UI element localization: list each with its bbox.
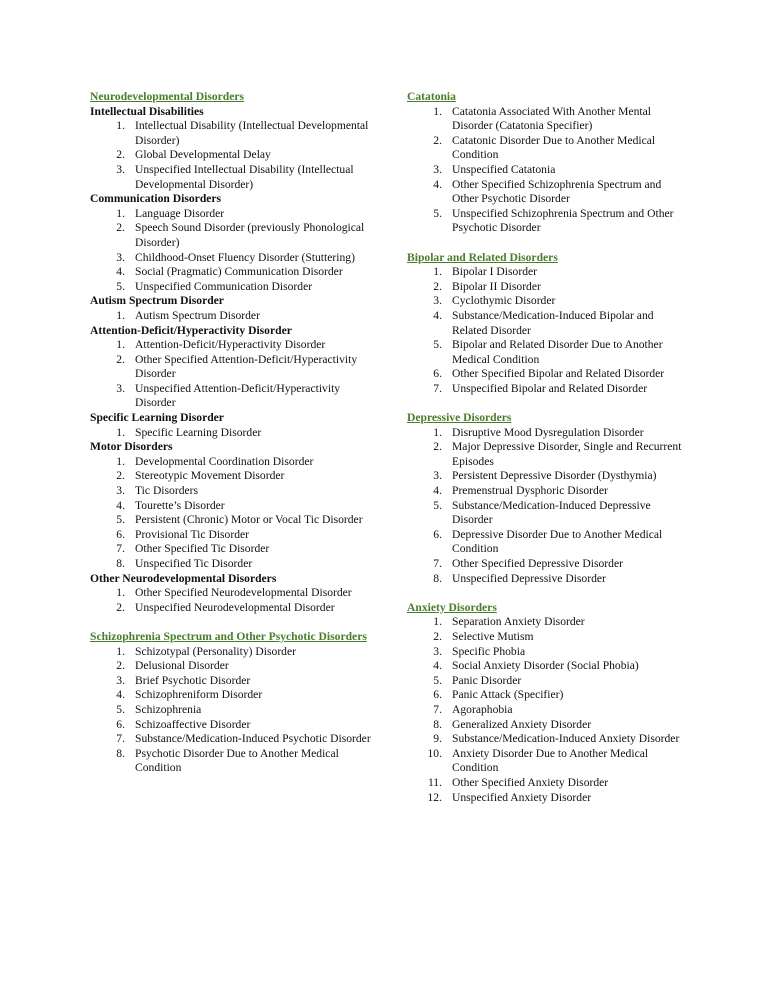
list-item bbox=[407, 338, 689, 367]
list-item-number: 3. bbox=[116, 673, 125, 687]
list-item-text: Unspecified Anxiety Disorder bbox=[452, 790, 592, 804]
list-item-number: 5. bbox=[433, 206, 442, 220]
list-item-text: Substance/Medication-Induced Bipolar and Related Disorder bbox=[452, 308, 654, 337]
list-item-text: Stereotypic Movement Disorder bbox=[135, 469, 285, 483]
list-item-text: Persistent (Chronic) Motor or Vocal Tic Disorder bbox=[135, 513, 363, 527]
list-item bbox=[407, 469, 689, 484]
list-item-text: Social (Pragmatic) Communication Disorder bbox=[135, 265, 343, 279]
list-item-text: Bipolar I Disorder bbox=[452, 265, 538, 279]
list-item-text: Disruptive Mood Dysregulation Disorder bbox=[452, 425, 644, 439]
list-item-text: Intellectual Disability (Intellectual Developmental Disorder) bbox=[135, 119, 369, 147]
list-item bbox=[90, 747, 380, 776]
list-item bbox=[90, 645, 380, 660]
list-item bbox=[407, 674, 689, 689]
list-item-text: Bipolar II Disorder bbox=[452, 279, 541, 293]
list-item bbox=[407, 659, 689, 674]
list-item-number: 4. bbox=[116, 498, 125, 512]
anxiety-list bbox=[407, 615, 689, 805]
list-item-number: 5. bbox=[433, 498, 442, 512]
list-item-number: 3. bbox=[116, 162, 125, 176]
list-item-number: 3. bbox=[433, 469, 442, 483]
list-item-text: Specific Phobia bbox=[452, 644, 526, 658]
list-item-text: Generalized Anxiety Disorder bbox=[452, 717, 592, 731]
list-item bbox=[90, 309, 380, 324]
list-item-number: 4. bbox=[433, 177, 442, 191]
list-item-text: Brief Psychotic Disorder bbox=[135, 673, 251, 687]
list-item-number: 2. bbox=[433, 133, 442, 147]
list-item-number: 3. bbox=[433, 162, 442, 176]
list-item-text: Major Depressive Disorder, Single and Recurrent Episodes bbox=[452, 440, 682, 468]
list-item bbox=[407, 178, 689, 207]
subsection-list bbox=[90, 586, 380, 615]
list-item-number: 8. bbox=[433, 571, 442, 585]
list-item-text: Selective Mutism bbox=[452, 629, 534, 643]
list-item bbox=[407, 557, 689, 572]
list-item-number: 2. bbox=[116, 600, 125, 614]
right-column bbox=[407, 90, 689, 805]
list-item-number: 4. bbox=[116, 265, 125, 279]
catatonia-list bbox=[407, 105, 689, 236]
schizophrenia-list bbox=[90, 645, 380, 776]
list-item bbox=[90, 557, 380, 572]
list-item-text: Schizophreniform Disorder bbox=[135, 688, 263, 702]
list-item-number: 1. bbox=[433, 615, 442, 629]
list-item bbox=[407, 280, 689, 295]
list-item-number: 2. bbox=[116, 659, 125, 673]
list-item-number: 2. bbox=[433, 629, 442, 643]
list-item bbox=[90, 499, 380, 514]
list-item bbox=[407, 484, 689, 499]
list-item-number: 5. bbox=[116, 702, 125, 716]
list-item-number: 1. bbox=[116, 454, 125, 468]
list-item bbox=[90, 674, 380, 689]
list-item-text: Psychotic Disorder Due to Another Medical Condition bbox=[135, 746, 339, 775]
list-item bbox=[90, 207, 380, 222]
list-item bbox=[90, 148, 380, 163]
list-item bbox=[90, 688, 380, 703]
section-title-depressive: Depressive Disorders bbox=[407, 411, 512, 425]
list-item-text: Schizoaffective Disorder bbox=[135, 717, 251, 731]
list-item bbox=[90, 426, 380, 441]
list-item-number: 2. bbox=[116, 221, 125, 235]
list-item bbox=[90, 718, 380, 733]
list-item-text: Unspecified Communication Disorder bbox=[135, 279, 313, 293]
list-item bbox=[407, 615, 689, 630]
list-item-number: 10. bbox=[427, 746, 442, 760]
list-item bbox=[407, 163, 689, 178]
list-item bbox=[407, 426, 689, 441]
subsection-list bbox=[90, 426, 380, 441]
subsection-list bbox=[90, 207, 380, 295]
list-item bbox=[407, 382, 689, 397]
list-item-text: Unspecified Depressive Disorder bbox=[452, 571, 606, 585]
list-item bbox=[407, 572, 689, 587]
list-item bbox=[407, 499, 689, 528]
list-item-text: Other Specified Attention-Deficit/Hyperactivity Disorder bbox=[135, 352, 358, 381]
list-item-number: 4. bbox=[116, 688, 125, 702]
list-item-text: Unspecified Tic Disorder bbox=[135, 557, 253, 570]
list-item bbox=[90, 586, 380, 601]
list-item-text: Schizophrenia bbox=[135, 702, 202, 716]
list-item-text: Premenstrual Dysphoric Disorder bbox=[452, 484, 608, 498]
list-item-number: 4. bbox=[433, 659, 442, 673]
list-item bbox=[407, 645, 689, 660]
subsection-title: Autism Spectrum Disorder bbox=[90, 294, 224, 308]
list-item-text: Developmental Coordination Disorder bbox=[135, 454, 314, 468]
list-item-text: Unspecified Bipolar and Related Disorder bbox=[452, 381, 648, 395]
list-item-number: 5. bbox=[433, 673, 442, 687]
subsection-list bbox=[90, 338, 380, 411]
subsection-title: Attention-Deficit/Hyperactivity Disorder bbox=[90, 323, 292, 337]
list-item-number: 6. bbox=[433, 688, 442, 702]
list-item bbox=[90, 528, 380, 543]
list-item-number: 7. bbox=[116, 542, 125, 556]
list-item-number: 1. bbox=[433, 265, 442, 279]
list-item-number: 1. bbox=[116, 338, 125, 352]
list-item-text: Autism Spectrum Disorder bbox=[135, 308, 260, 322]
list-item-text: Global Developmental Delay bbox=[135, 148, 271, 162]
list-item-text: Depressive Disorder Due to Another Medical Condition bbox=[452, 527, 663, 556]
list-item-number: 4. bbox=[433, 308, 442, 322]
list-item-text: Panic Disorder bbox=[452, 673, 522, 687]
list-item-number: 6. bbox=[116, 527, 125, 541]
list-item-number: 1. bbox=[116, 308, 125, 322]
neurodevelopmental-groups bbox=[90, 105, 380, 616]
section-spacer bbox=[90, 615, 380, 630]
list-item-text: Agoraphobia bbox=[452, 702, 513, 716]
list-item-text: Other Specified Anxiety Disorder bbox=[452, 775, 609, 789]
list-item-text: Social Anxiety Disorder (Social Phobia) bbox=[452, 659, 639, 673]
subsection-title: Other Neurodevelopmental Disorders bbox=[90, 571, 277, 585]
list-item bbox=[90, 455, 380, 470]
list-item-number: 9. bbox=[433, 732, 442, 746]
list-item bbox=[407, 294, 689, 309]
list-item-text: Provisional Tic Disorder bbox=[135, 527, 250, 541]
list-item-number: 8. bbox=[116, 746, 125, 760]
bipolar-list bbox=[407, 265, 689, 396]
list-item bbox=[90, 703, 380, 718]
list-item-text: Tic Disorders bbox=[135, 484, 199, 498]
list-item bbox=[407, 703, 689, 718]
list-item bbox=[407, 105, 689, 134]
list-item-number: 3. bbox=[433, 294, 442, 308]
list-item bbox=[90, 353, 380, 382]
section-spacer bbox=[407, 396, 689, 411]
left-column bbox=[90, 90, 380, 776]
list-item-text: Other Specified Depressive Disorder bbox=[452, 557, 623, 570]
subsection-title: Specific Learning Disorder bbox=[90, 411, 224, 425]
list-item bbox=[90, 469, 380, 484]
list-item-number: 5. bbox=[116, 513, 125, 527]
list-item-text: Cyclothymic Disorder bbox=[452, 294, 556, 308]
list-item bbox=[90, 542, 380, 557]
list-item-number: 1. bbox=[116, 586, 125, 600]
list-item bbox=[407, 528, 689, 557]
list-item-text: Catatonia Associated With Another Mental Disorder (Catatonia Specifier) bbox=[452, 104, 651, 133]
section-title-neurodevelopmental: Neurodevelopmental Disorders bbox=[90, 90, 245, 103]
list-item bbox=[407, 630, 689, 645]
list-item-number: 12. bbox=[427, 790, 442, 804]
list-item-number: 1. bbox=[116, 425, 125, 439]
list-item bbox=[407, 134, 689, 163]
list-item bbox=[407, 776, 689, 791]
list-item-text: Specific Learning Disorder bbox=[135, 425, 262, 439]
list-item-number: 3. bbox=[116, 250, 125, 264]
list-item bbox=[407, 688, 689, 703]
list-item-number: 2. bbox=[433, 440, 442, 454]
list-item-number: 1. bbox=[116, 119, 125, 133]
list-item bbox=[90, 338, 380, 353]
list-item-text: Unspecified Neurodevelopmental Disorder bbox=[135, 600, 335, 614]
list-item-number: 2. bbox=[116, 148, 125, 162]
subsection-title: Communication Disorders bbox=[90, 192, 222, 206]
list-item bbox=[90, 221, 380, 250]
list-item-number: 2. bbox=[433, 279, 442, 293]
list-item-number: 11. bbox=[427, 775, 442, 789]
list-item-text: Panic Attack (Specifier) bbox=[452, 688, 564, 702]
list-item bbox=[90, 659, 380, 674]
list-item bbox=[407, 747, 689, 776]
list-item-text: Childhood-Onset Fluency Disorder (Stuttering) bbox=[135, 250, 355, 264]
section-title-catatonia: Catatonia bbox=[407, 90, 456, 103]
list-item bbox=[90, 484, 380, 499]
list-item-text: Language Disorder bbox=[135, 206, 225, 220]
list-item-text: Bipolar and Related Disorder Due to Another Medical Condition bbox=[452, 338, 663, 366]
list-item bbox=[90, 732, 380, 747]
list-item-number: 4. bbox=[433, 484, 442, 498]
list-item-text: Anxiety Disorder Due to Another Medical Condition bbox=[452, 746, 649, 775]
list-item-text: Schizotypal (Personality) Disorder bbox=[135, 644, 296, 658]
list-item-number: 5. bbox=[116, 279, 125, 293]
list-item-text: Substance/Medication-Induced Psychotic Disorder bbox=[135, 732, 371, 746]
list-item-number: 1. bbox=[433, 104, 442, 118]
list-item-text: Substance/Medication-Induced Anxiety Disorder bbox=[452, 732, 680, 746]
list-item-number: 3. bbox=[116, 484, 125, 498]
list-item bbox=[407, 732, 689, 747]
list-item-text: Other Specified Tic Disorder bbox=[135, 542, 270, 556]
list-item-text: Unspecified Catatonia bbox=[452, 162, 556, 176]
section-spacer bbox=[407, 236, 689, 251]
list-item-number: 2. bbox=[116, 469, 125, 483]
section-title-schizophrenia: Schizophrenia Spectrum and Other Psychotic Disorders bbox=[90, 629, 367, 643]
list-item bbox=[407, 309, 689, 338]
list-item-number: 5. bbox=[433, 338, 442, 352]
section-title-anxiety: Anxiety Disorders bbox=[407, 600, 497, 614]
list-item bbox=[407, 718, 689, 733]
list-item bbox=[90, 251, 380, 266]
list-item bbox=[90, 119, 380, 148]
list-item-number: 1. bbox=[433, 425, 442, 439]
subsection-list bbox=[90, 455, 380, 572]
list-item-text: Substance/Medication-Induced Depressive Disorder bbox=[452, 498, 651, 527]
section-spacer bbox=[407, 586, 689, 601]
list-item-text: Catatonic Disorder Due to Another Medical Condition bbox=[452, 133, 656, 162]
list-item-number: 6. bbox=[116, 717, 125, 731]
list-item-number: 2. bbox=[116, 352, 125, 366]
list-item-number: 8. bbox=[116, 557, 125, 570]
list-item-text: Tourette’s Disorder bbox=[135, 498, 225, 512]
list-item-text: Persistent Depressive Disorder (Dysthymia) bbox=[452, 469, 657, 483]
list-item bbox=[90, 280, 380, 295]
section-title-bipolar: Bipolar and Related Disorders bbox=[407, 250, 558, 264]
list-item bbox=[90, 265, 380, 280]
list-item-number: 6. bbox=[433, 367, 442, 381]
list-item-number: 7. bbox=[433, 702, 442, 716]
list-item-text: Other Specified Schizophrenia Spectrum and Other Psychotic Disorder bbox=[452, 177, 662, 206]
list-item-text: Other Specified Neurodevelopmental Disorder bbox=[135, 586, 352, 600]
list-item bbox=[407, 440, 689, 469]
subsection-title: Motor Disorders bbox=[90, 440, 173, 454]
subsection-list bbox=[90, 309, 380, 324]
list-item-number: 1. bbox=[116, 206, 125, 220]
list-item-text: Other Specified Bipolar and Related Disorder bbox=[452, 367, 665, 381]
list-item-number: 3. bbox=[116, 381, 125, 395]
list-item bbox=[90, 163, 380, 192]
list-item-number: 8. bbox=[433, 717, 442, 731]
list-item-text: Speech Sound Disorder (previously Phonological Disorder) bbox=[135, 221, 365, 249]
list-item-number: 3. bbox=[433, 644, 442, 658]
list-item-number: 1. bbox=[116, 644, 125, 658]
list-item bbox=[407, 265, 689, 280]
list-item-text: Unspecified Intellectual Disability (Intellectual Developmental Disorder) bbox=[135, 162, 354, 191]
list-item-text: Unspecified Attention-Deficit/Hyperactivity Disorder bbox=[135, 381, 341, 410]
list-item-text: Unspecified Schizophrenia Spectrum and Other Psychotic Disorder bbox=[452, 206, 674, 235]
list-item bbox=[407, 367, 689, 382]
list-item bbox=[90, 601, 380, 616]
subsection-title: Intellectual Disabilities bbox=[90, 104, 204, 118]
list-item bbox=[407, 207, 689, 236]
list-item-text: Separation Anxiety Disorder bbox=[452, 615, 585, 629]
list-item-number: 7. bbox=[433, 557, 442, 570]
list-item-text: Attention-Deficit/Hyperactivity Disorder bbox=[135, 338, 326, 352]
list-item bbox=[90, 382, 380, 411]
subsection-list bbox=[90, 119, 380, 192]
list-item bbox=[407, 791, 689, 806]
list-item bbox=[90, 513, 380, 528]
list-item-number: 7. bbox=[116, 732, 125, 746]
depressive-list bbox=[407, 426, 689, 587]
list-item-text: Delusional Disorder bbox=[135, 659, 229, 673]
list-item-number: 6. bbox=[433, 527, 442, 541]
list-item-number: 7. bbox=[433, 381, 442, 395]
